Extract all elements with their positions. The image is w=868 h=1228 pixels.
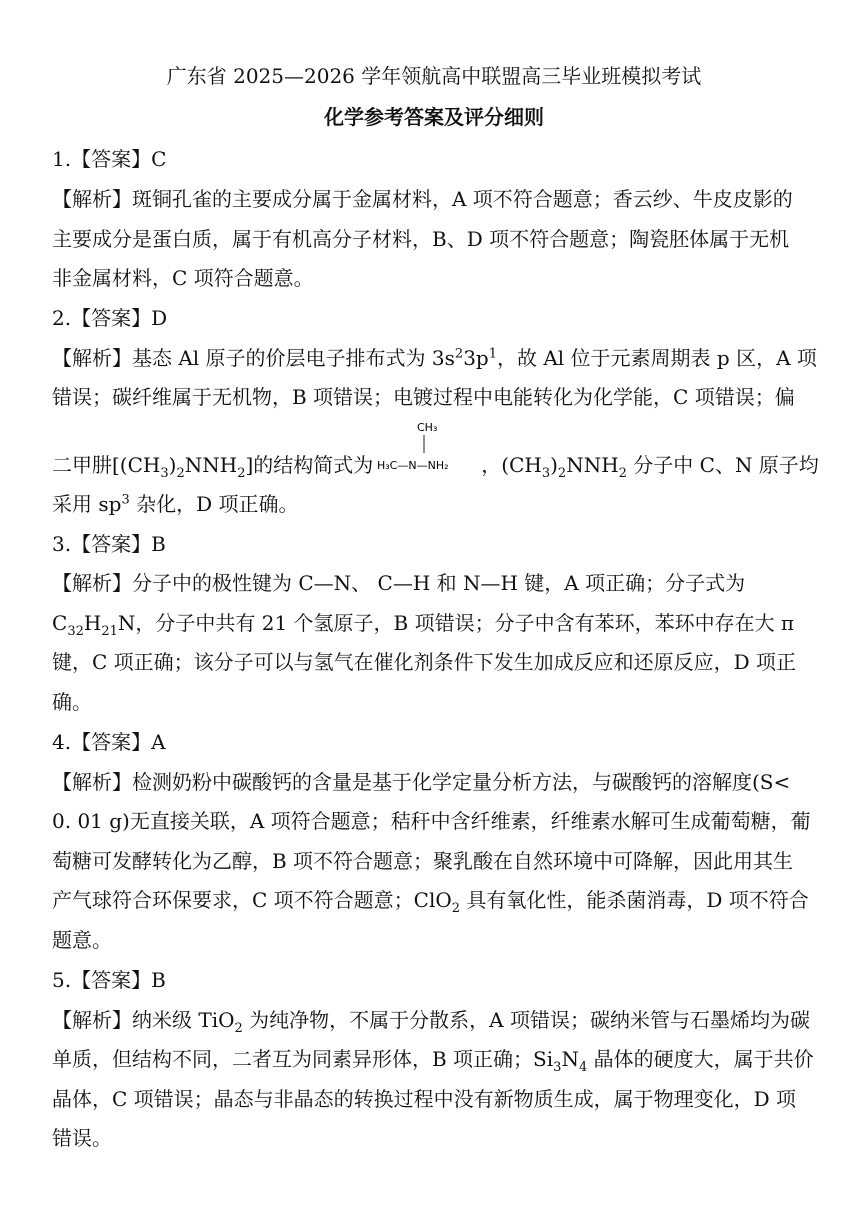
q1-line-1: 【解析】斑铜孔雀的主要成分属于金属材料，A 项不符合题意；香云纱、牛皮皮影的 — [52, 187, 793, 211]
q1-answer: 1.【答案】C — [52, 147, 167, 171]
structure-main-label: H₃C—N—NH₂ — [377, 459, 449, 472]
q5-line-3: 晶体，C 项错误；晶态与非晶态的转换过程中没有新物质生成，属于物理变化，D 项 — [52, 1087, 797, 1111]
structural-formula — [373, 421, 481, 479]
q3-line-3: 键，C 项正确；该分子可以与氢气在催化剂条件下发生加成反应和还原反应，D 项正 — [52, 650, 797, 674]
q2-answer: 2.【答案】D — [52, 306, 168, 330]
q1-line-2: 主要成分是蛋白质，属于有机高分子材料，B、D 项不符合题意；陶瓷胚体属于无机 — [52, 227, 790, 251]
q2-line-4: 采用 $sp^3$ 杂化，D 项正确。 — [52, 492, 299, 516]
q2-line-1: 【解析】基态 Al 原子的价层电子排布式为 $3s^23p^1$，故 Al 位于元素周期表 p 区，A 项 — [52, 346, 817, 370]
q1-line-3: 非金属材料，C 项符合题意。 — [52, 266, 314, 290]
page-subtitle: 化学参考答案及评分细则 — [324, 105, 544, 129]
q4-line-5: 题意。 — [52, 928, 112, 952]
q4-line-3: 萄糖可发酵转化为乙醇，B 项不符合题意；聚乳酸在自然环境中可降解，因此用其生 — [52, 849, 794, 873]
structure-methyl-label: CH₃ — [417, 421, 438, 434]
q4-line-1: 【解析】检测奶粉中碳酸钙的含量是基于化学定量分析方法，与碳酸钙的溶解度(S< — [52, 770, 791, 794]
q2-line-2: 错误；碳纤维属于无机物，B 项错误；电镀过程中电能转化为化学能，C 项错误；偏 — [52, 385, 795, 409]
q3-line-2: $C_{32}H_{21}N$，分子中共有 21 个氢原子，B 项错误；分子中含有苯环，苯环中存在大 π — [52, 611, 795, 637]
q4-line-4: 产气球符合环保要求，C 项不符合题意；ClO$_2$ 具有氧化性，能杀菌消毒，D 项不符合 — [52, 888, 809, 914]
q5-line-4: 错误。 — [52, 1126, 112, 1150]
page-title: 广东省 2025—2026 学年领航高中联盟高三毕业班模拟考试 — [166, 64, 702, 88]
q3-line-1: 【解析】分子中的极性键为 C—N、 C—H 和 N—H 键，A 项正确；分子式为 — [52, 571, 746, 595]
q3-answer: 3.【答案】B — [52, 532, 166, 556]
q2-line-3: 二甲肼$[(CH_3)_2NNH_2]$的结构简式为 CH₃ H₃C—N—NH₂ ，$(CH_3)_2NNH_2$ 分子中 C、N 原子均 — [52, 421, 819, 481]
q3-line-4: 确。 — [52, 690, 92, 714]
q5-line-2: 单质，但结构不同，二者互为同素异形体，B 项正确；$Si_3N_4$ 晶体的硬度大，属于共价 — [52, 1047, 814, 1073]
q5-line-1: 【解析】纳米级 TiO$_2$ 为纯净物，不属于分散系，A 项错误；碳纳米管与石墨烯均为碳 — [52, 1008, 810, 1034]
q4-line-2: 0. 01 g)无直接关联，A 项符合题意；秸秆中含纤维素，纤维素水解可生成葡萄糖，葡 — [52, 809, 811, 833]
q5-answer: 5.【答案】B — [52, 968, 166, 992]
q4-answer: 4.【答案】A — [52, 730, 166, 754]
